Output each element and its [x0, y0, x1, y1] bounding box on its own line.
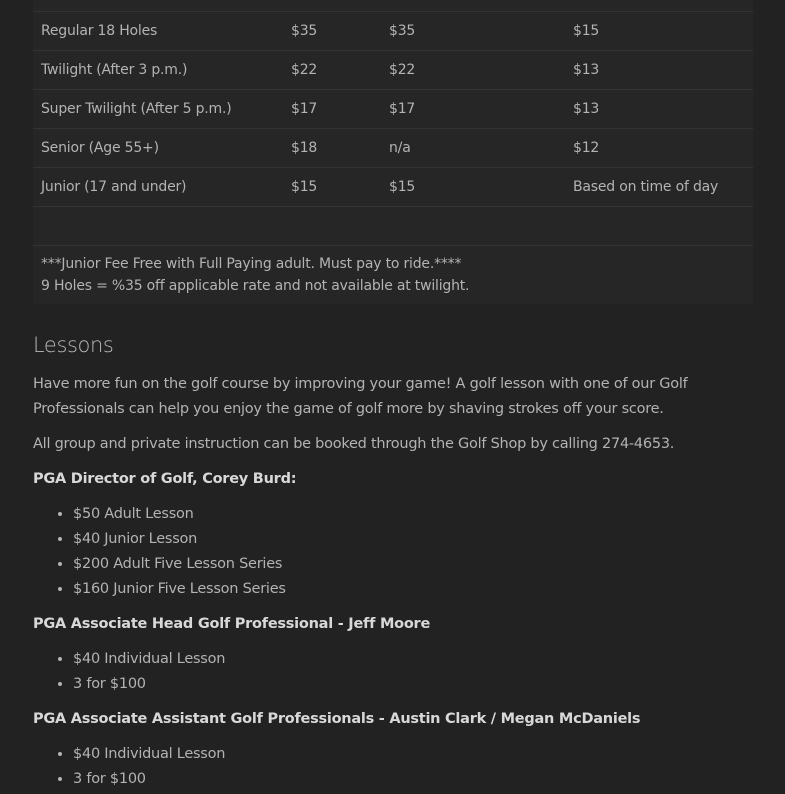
rate-value: $18 — [283, 129, 381, 168]
nine-holes-note: 9 Holes = %35 off applicable rate and not available at twilight. — [41, 278, 470, 294]
director-lesson-list — [33, 502, 753, 602]
table-row-clipped — [33, 0, 753, 12]
table-row — [33, 90, 753, 129]
rate-value: Based on time of day — [565, 168, 753, 207]
rate-value: $13 — [565, 51, 753, 90]
associate-assistant-heading: PGA Associate Assistant Golf Professionals - Austin Clark / Megan McDaniels — [33, 711, 641, 727]
rate-name: Junior (17 and under) — [33, 168, 283, 207]
list-item: • 3 for $100 — [73, 672, 753, 697]
table-row-empty — [33, 207, 753, 246]
lessons-title: Lessons — [33, 333, 114, 357]
rate-value: $13 — [565, 90, 753, 129]
rate-name: Twilight (After 3 p.m.) — [33, 51, 283, 90]
lessons-booking: All group and private instruction can be booked through the Golf Shop by calling 274-4653. — [33, 436, 675, 452]
rate-value: $15 — [381, 168, 565, 207]
associate-assistant-lesson-list — [33, 742, 753, 792]
associate-head-lesson-list — [33, 647, 753, 697]
rate-value: $17 — [283, 90, 381, 129]
table-note — [33, 246, 753, 305]
green-fees-table — [33, 0, 753, 304]
list-item: • $50 Adult Lesson — [73, 502, 753, 527]
table-row — [33, 12, 753, 51]
list-item: • $40 Individual Lesson — [73, 647, 753, 672]
rate-value: $22 — [283, 51, 381, 90]
rate-value: $17 — [381, 90, 565, 129]
rate-value: $15 — [283, 168, 381, 207]
rate-name: Senior (Age 55+) — [33, 129, 283, 168]
lessons-intro: Have more fun on the golf course by improving your game! A golf lesson with one of our Golf Professionals can help you enjoy the game of golf more by shaving strokes off your score. — [33, 376, 688, 417]
rate-value: n/a — [381, 129, 565, 168]
list-item: • 3 for $100 — [73, 767, 753, 792]
table-note-row — [33, 246, 753, 305]
rate-name: Super Twilight (After 5 p.m.) — [33, 90, 283, 129]
table-row — [33, 51, 753, 90]
rate-value: $12 — [565, 129, 753, 168]
content-area — [33, 0, 753, 792]
list-item: • $40 Junior Lesson — [73, 527, 753, 552]
rate-value: $22 — [381, 51, 565, 90]
rate-value: $35 — [283, 12, 381, 51]
list-item: • $200 Adult Five Lesson Series — [73, 552, 753, 577]
associate-head-heading: PGA Associate Head Golf Professional - Jeff Moore — [33, 616, 431, 632]
list-item: • $160 Junior Five Lesson Series — [73, 577, 753, 602]
rate-value: $35 — [381, 12, 565, 51]
list-item: • $40 Individual Lesson — [73, 742, 753, 767]
table-row — [33, 129, 753, 168]
rate-value: $15 — [565, 12, 753, 51]
rate-name: Regular 18 Holes — [33, 12, 283, 51]
table-row — [33, 168, 753, 207]
director-heading: PGA Director of Golf, Corey Burd: — [33, 471, 297, 487]
junior-fee-note: ***Junior Fee Free with Full Paying adult. Must pay to ride.**** — [41, 256, 462, 272]
